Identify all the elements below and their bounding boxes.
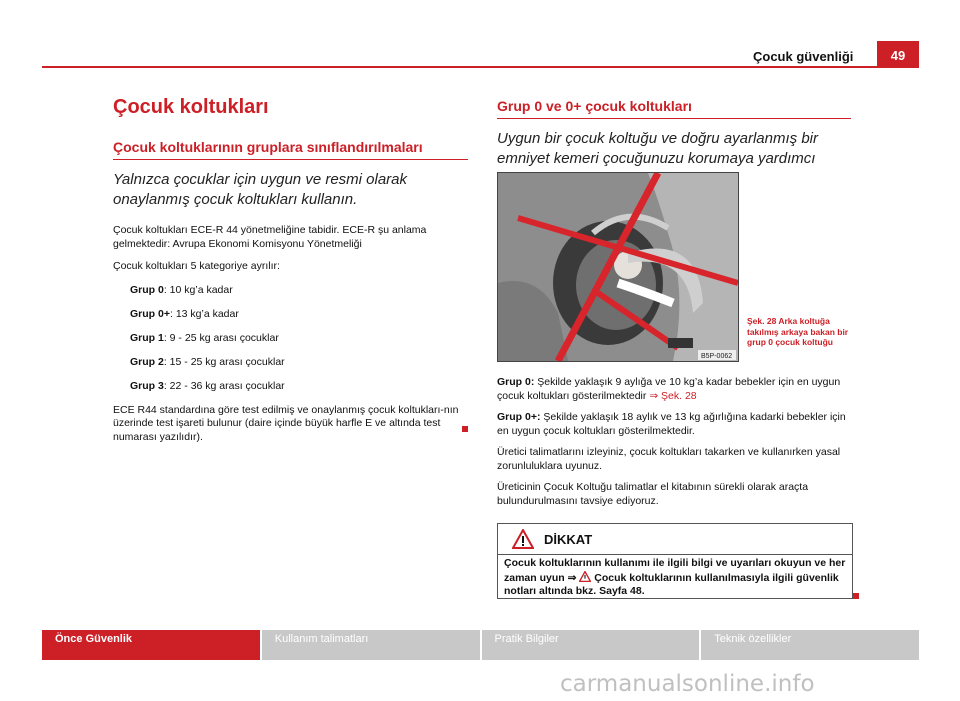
subsection-title: Çocuk koltuklarının gruplara sınıflandırılmaları	[113, 139, 468, 160]
paragraph: Grup 0+: Şekilde yaklaşık 18 aylık ve 13 kg ağırlığına kadarki bebekler için en uygun çocuk koltukları gösterilmektedir.	[497, 411, 846, 437]
footer-tab-safety[interactable]: Önce Güvenlik	[42, 630, 260, 660]
child-seat-illustration	[498, 173, 738, 361]
left-column	[113, 96, 468, 444]
figure-caption: Şek. 28 Arka koltuğa takılmış arkaya bakan bir grup 0 çocuk koltuğu	[747, 316, 849, 347]
page-number: 49	[877, 41, 919, 68]
section-title: Çocuk koltukları	[113, 96, 269, 118]
header-rule	[42, 66, 877, 68]
paragraph: Çocuk koltukları 5 kategoriye ayrılır:	[113, 260, 280, 272]
footer-nav	[42, 630, 919, 660]
running-header-title: Çocuk güvenliği	[753, 49, 854, 64]
child-seat-figure	[497, 172, 739, 362]
figure-code: B5P-0062	[701, 353, 733, 360]
lead-text: Uygun bir çocuk koltuğu ve doğru ayarlanmış bir emniyet kemeri çocuğunuzu korumaya yardımcı	[497, 130, 818, 167]
paragraph: Üreticinin Çocuk Koltuğu talimatlar el kitabının sürekli olarak araçta bulundurulmasını tavsiye ediyoruz.	[497, 481, 809, 507]
figure-link[interactable]: ⇒ Şek. 28	[649, 389, 697, 402]
footer-tab-technical[interactable]: Teknik özellikler	[701, 630, 919, 660]
paragraph: ECE R44 standardına göre test edilmiş ve onaylanmış çocuk koltukları-nın üzerinde test işareti bulunur (daire içinde büyük harfle E ve altında test numarası yazılıdır).	[113, 403, 459, 443]
warning-triangle-icon	[512, 529, 534, 549]
right-body	[497, 376, 851, 508]
warning-text: Çocuk koltuklarının kullanımı ile ilgili bilgi ve uyarıları okuyun ve her zaman uyun ⇒ Çocuk koltuklarının kullanılmasıyla ilgili güvenlik notları altında bkz. Sayfa 48.	[504, 557, 846, 597]
warning-box	[497, 523, 853, 599]
section-end-mark	[853, 593, 859, 599]
footer-tab-operation[interactable]: Kullanım talimatları	[262, 630, 480, 660]
group-item: Grup 3: 22 - 36 kg arası çocuklar	[130, 379, 285, 392]
group-item: Grup 0: 10 kg’a kadar	[130, 283, 233, 296]
section-end-mark	[462, 426, 468, 432]
paragraph: Üretici talimatlarını izleyiniz, çocuk koltukları takarken ve kullanırken yasal zorunluluklara uyunuz.	[497, 446, 841, 472]
paragraph: Grup 0: Şekilde yaklaşık 9 aylığa ve 10 kg’a kadar bebekler için en uygun çocuk koltukları gösterilmektedir ⇒ Şek. 28	[497, 376, 841, 402]
warning-header	[498, 524, 852, 555]
footer-tab-practical[interactable]: Pratik Bilgiler	[482, 630, 700, 660]
group-item: Grup 1: 9 - 25 kg arası çocuklar	[130, 331, 279, 344]
subsection-title: Grup 0 ve 0+ çocuk koltukları	[497, 98, 851, 119]
warning-title: DİKKAT	[544, 532, 593, 547]
warning-inline-icon	[579, 571, 591, 582]
group-item: Grup 2: 15 - 25 kg arası çocuklar	[130, 355, 285, 368]
watermark: carmanualsonline.info	[560, 671, 815, 697]
paragraph: Çocuk koltukları ECE-R 44 yönetmeliğine tabidir. ECE-R şu anlama gelmektedir: Avrupa Ekonomi Komisyonu Yönetmeliği	[113, 224, 427, 250]
lead-text: Yalnızca çocuklar için uygun ve resmi olarak onaylanmış çocuk koltukları kullanın.	[113, 171, 408, 208]
group-item: Grup 0+: 13 kg’a kadar	[130, 307, 239, 320]
